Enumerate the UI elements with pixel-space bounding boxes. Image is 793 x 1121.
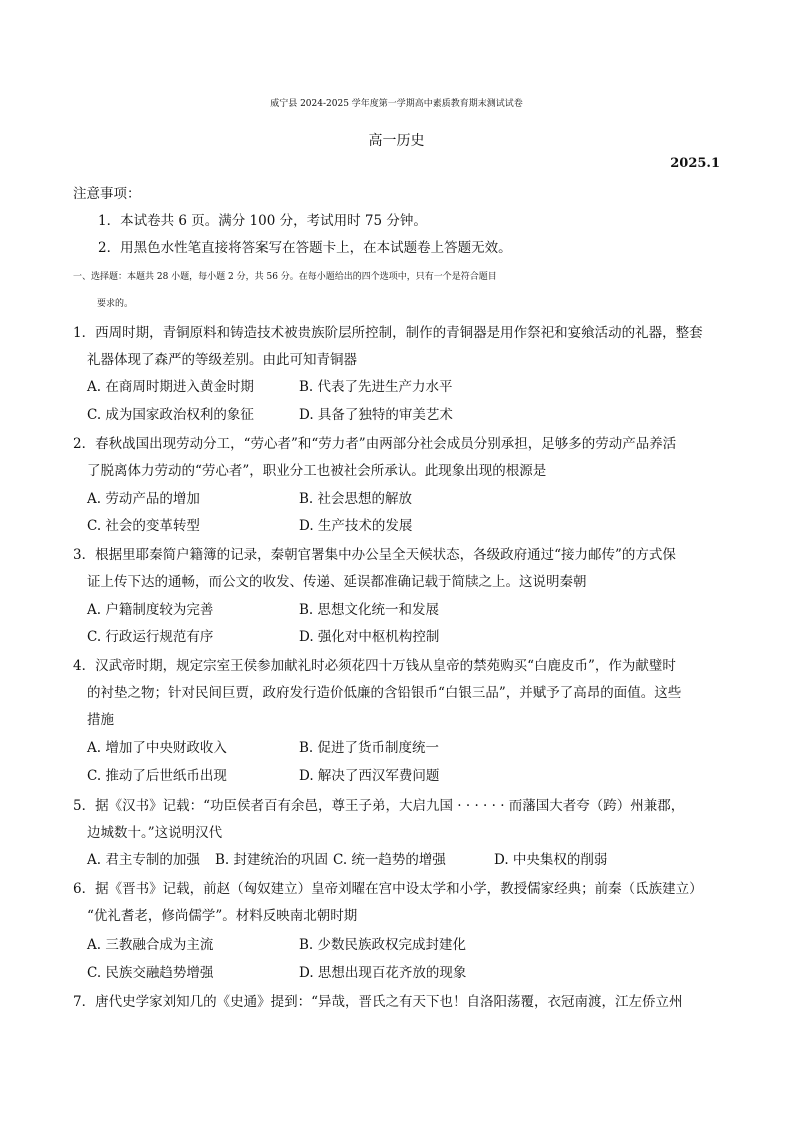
- option-a[interactable]: A. 劳动产品的增加: [87, 491, 200, 507]
- question-7: [73, 989, 729, 1016]
- option-b[interactable]: B. 封建统治的巩固: [215, 852, 329, 868]
- notice-heading: 注意事项：: [73, 186, 141, 202]
- notice-item: 1．本试卷共 6 页。满分 100 分，考试用时 75 分钟。: [98, 213, 427, 229]
- option-row: [87, 847, 727, 874]
- notice-item: 2．用黑色水性笔直接将答案写在答题卡上，在本试题卷上答题无效。: [98, 240, 512, 256]
- option-c[interactable]: C. 统一趋势的增强: [333, 852, 446, 868]
- option-a[interactable]: A. 三教融合成为主流: [87, 937, 214, 953]
- question-stem-line: 4．汉武帝时期，规定宗室王侯参加献礼时必须花四十万钱从皇帝的禁苑购买“白鹿皮币”，作为献璧时: [73, 658, 676, 674]
- option-row: [87, 960, 727, 987]
- option-row: [87, 486, 727, 513]
- option-a[interactable]: A. 户籍制度较为完善: [87, 602, 214, 618]
- option-b[interactable]: B. 思想文化统一和发展: [299, 602, 440, 618]
- question-4: [73, 653, 729, 734]
- option-a[interactable]: A. 增加了中央财政收入: [87, 740, 227, 756]
- question-stem-line: 2．春秋战国出现劳动分工，“劳心者”和“劳力者”由两部分社会成员分别承担，足够多的劳动产品养活: [73, 436, 677, 452]
- option-c[interactable]: C. 推动了后世纸币出现: [87, 768, 227, 784]
- question-5: [73, 793, 729, 847]
- question-stem-line: 6．据《晋书》记载，前赵（匈奴建立）皇帝刘曜在宫中设太学和小学，教授儒家经典；前秦（氐族建立）: [73, 881, 703, 897]
- question-stem-line: 的衬垫之物；针对民间巨贾，政府发行造价低廉的含铅银币“白银三品”，并赋予了高昂的面值。这些: [87, 685, 682, 701]
- question-stem-line: 礼器体现了森严的等级差别。由此可知青铜器: [87, 352, 357, 368]
- option-d[interactable]: D. 解决了西汉军费问题: [299, 768, 440, 784]
- option-row: [87, 374, 727, 401]
- question-stem-line: 5．据《汉书》记载：“功臣侯者百有余邑，尊王子弟，大启九国 · · · · · · 而藩国大者夸（跨）州兼郡，: [73, 798, 685, 814]
- option-d[interactable]: D. 中央集权的削弱: [494, 852, 608, 868]
- option-b[interactable]: B. 促进了货币制度统一: [299, 740, 440, 756]
- option-d[interactable]: D. 强化对中枢机构控制: [299, 629, 440, 645]
- question-1: [73, 320, 729, 374]
- option-b[interactable]: B. 代表了先进生产力水平: [299, 379, 453, 395]
- option-b[interactable]: B. 少数民族政权完成封建化: [299, 937, 467, 953]
- option-d[interactable]: D. 思想出现百花齐放的现象: [299, 965, 467, 981]
- question-stem-line: 了脱离体力劳动的“劳心者”，职业分工也被社会所承认。此现象出现的根源是: [87, 463, 547, 479]
- option-row: [87, 763, 727, 790]
- question-stem-line: 证上传下达的通畅，而公文的收发、传递、延误都准确记载于简牍之上。这说明秦朝: [87, 574, 587, 590]
- option-c[interactable]: C. 民族交融趋势增强: [87, 965, 214, 981]
- subject-title: 高一历史: [368, 133, 425, 149]
- question-stem-line: 边城数十。”这说明汉代: [87, 825, 223, 841]
- option-row: [87, 735, 727, 762]
- option-c[interactable]: C. 行政运行规范有序: [87, 629, 214, 645]
- question-3: [73, 542, 729, 596]
- option-c[interactable]: C. 社会的变革转型: [87, 518, 200, 534]
- option-row: [87, 597, 727, 624]
- option-a[interactable]: A. 君主专制的加强: [87, 852, 200, 868]
- option-d[interactable]: D. 生产技术的发展: [299, 518, 413, 534]
- option-row: [87, 513, 727, 540]
- question-stem-line: 7．唐代史学家刘知几的《史通》提到：“异哉，晋氏之有天下也！自洛阳荡覆，衣冠南渡，江左侨立州: [73, 994, 683, 1010]
- option-b[interactable]: B. 社会思想的解放: [299, 491, 413, 507]
- option-row: [87, 624, 727, 651]
- question-2: [73, 431, 729, 485]
- section-line: 要求的。: [97, 299, 134, 309]
- option-c[interactable]: C. 成为国家政治权利的象征: [87, 407, 254, 423]
- exam-title: 威宁县 2024-2025 学年度第一学期高中素质教育期末测试试卷: [270, 99, 523, 109]
- question-stem-line: 措施: [87, 712, 114, 728]
- exam-date: 2025.1: [670, 156, 720, 171]
- option-a[interactable]: A. 在商周时期进入黄金时期: [87, 379, 254, 395]
- section-heading: [73, 264, 733, 318]
- section-line: 一、选择题：本题共 28 小题，每小题 2 分，共 56 分。在每小题给出的四个选项中，只有一个是符合题目: [73, 272, 497, 282]
- option-d[interactable]: D. 具备了独特的审美艺术: [299, 407, 453, 423]
- question-stem-line: 3．根据里耶秦简户籍簿的记录，秦朝官署集中办公呈全天候状态，各级政府通过“接力邮传”的方式保: [73, 547, 676, 563]
- question-6: [73, 876, 729, 930]
- question-stem-line: “优礼耆老，修尚儒学”。材料反映南北朝时期: [87, 908, 358, 924]
- option-row: [87, 402, 727, 429]
- option-row: [87, 932, 727, 959]
- question-stem-line: 1．西周时期，青铜原料和铸造技术被贵族阶层所控制，制作的青铜器是用作祭祀和宴飨活动的礼器，整套: [73, 325, 703, 341]
